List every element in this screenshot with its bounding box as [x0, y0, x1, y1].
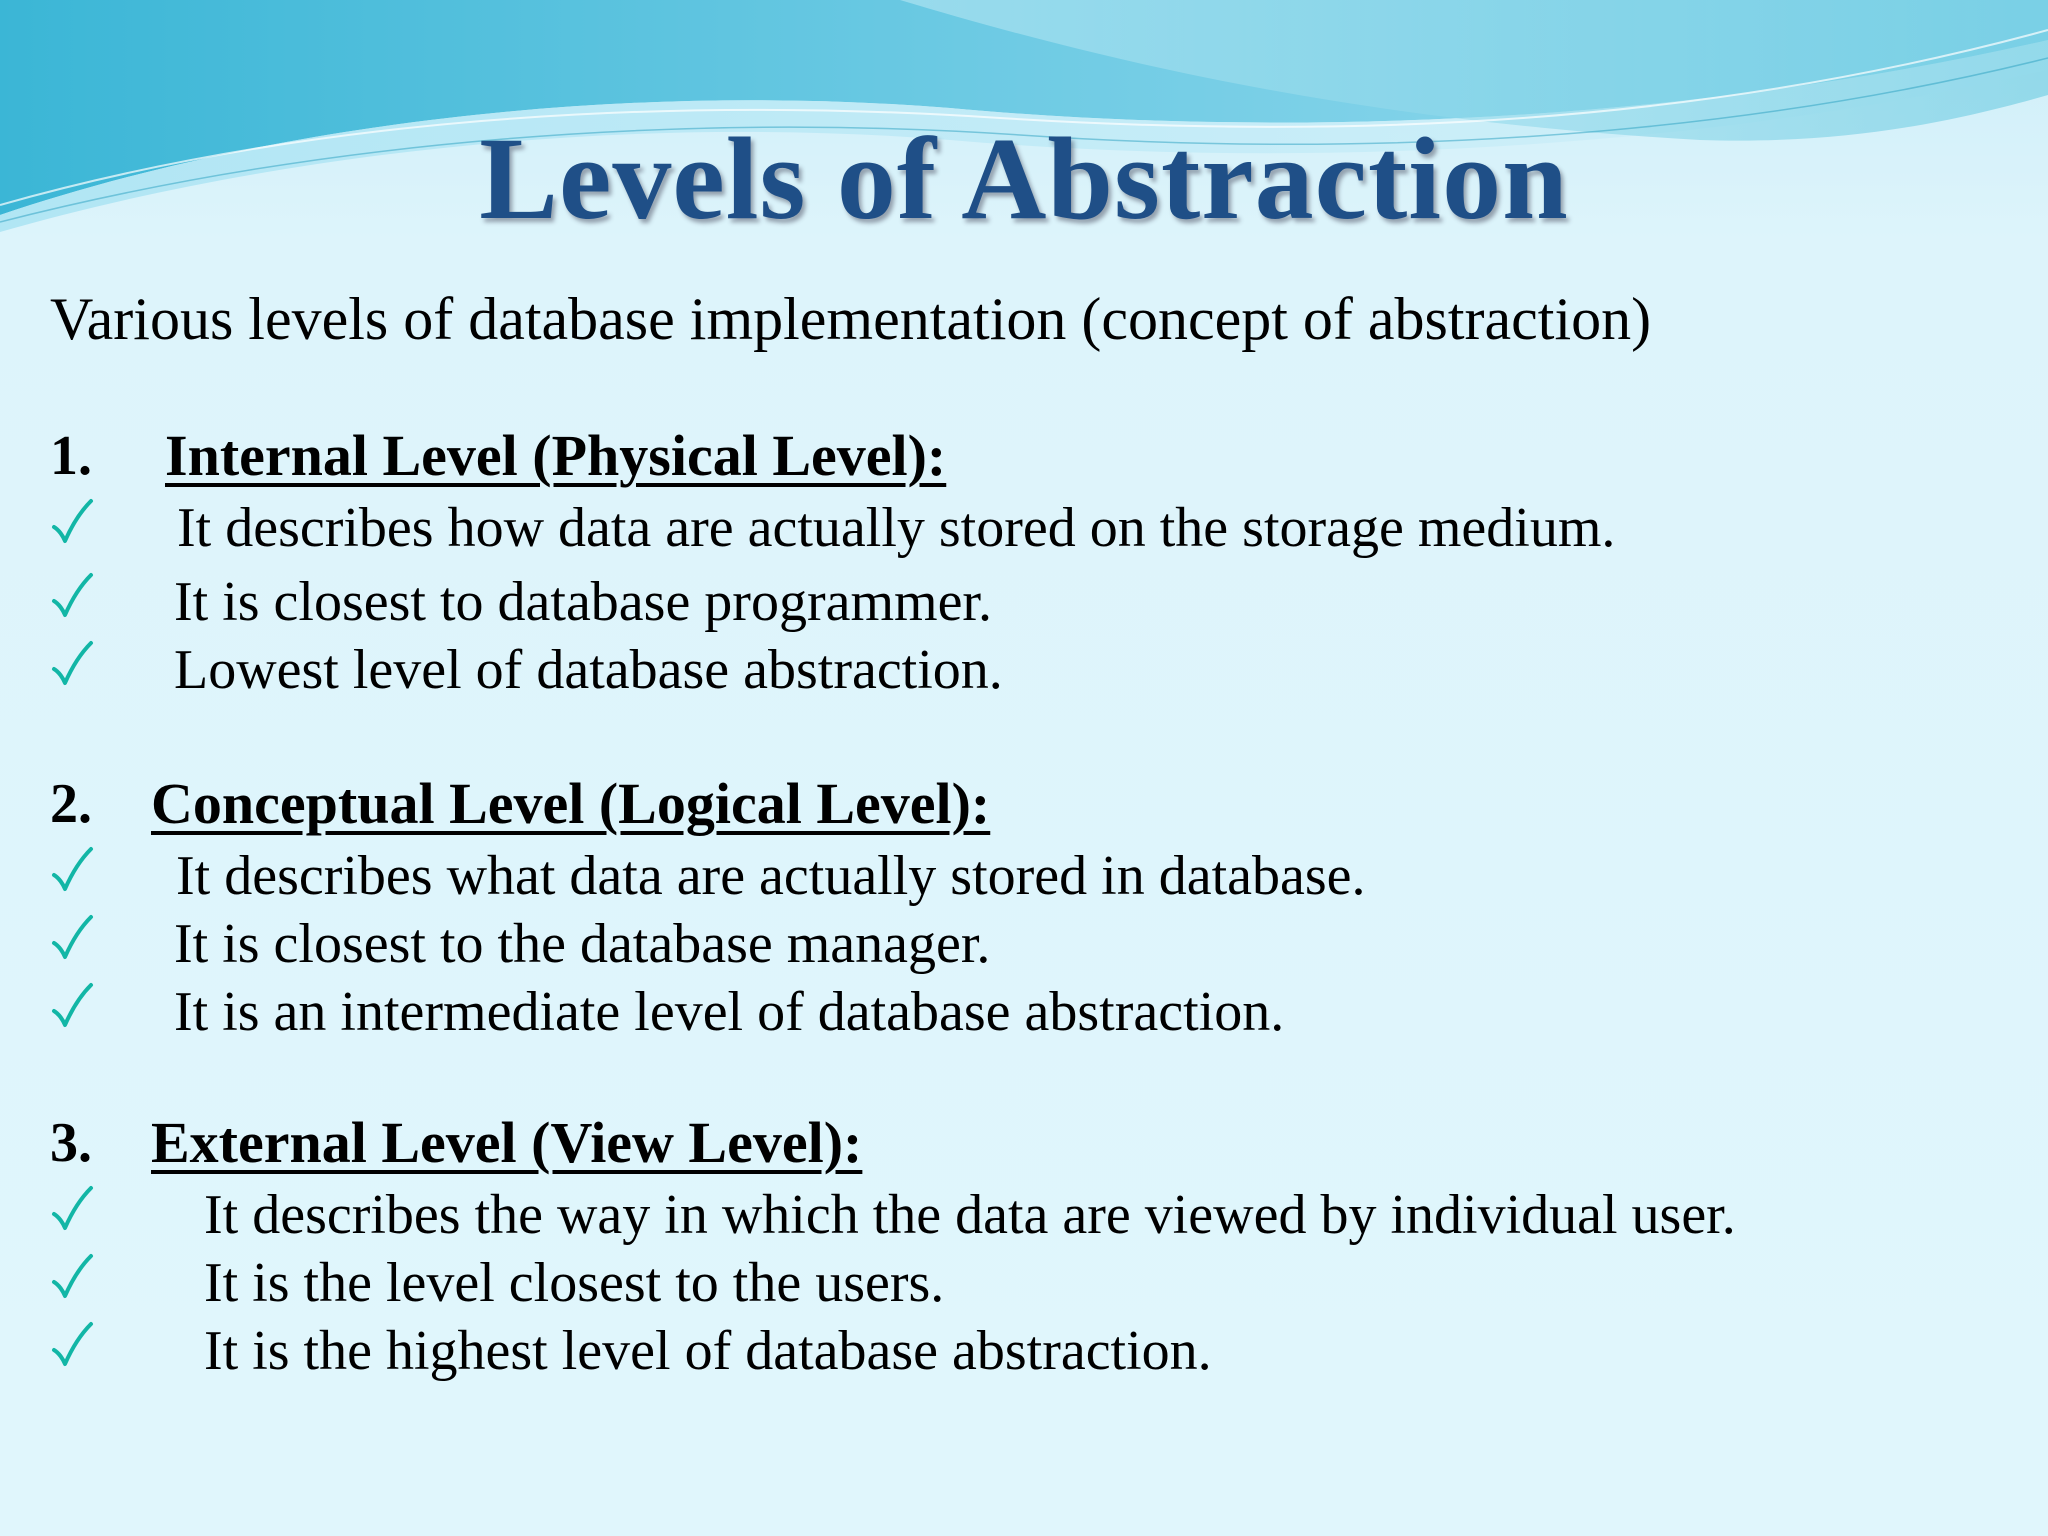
section-heading [50, 418, 2010, 494]
bullet-text: It is closest to database programmer. [174, 571, 992, 633]
list-item [50, 978, 2010, 1046]
bullet-text: It is closest to the database manager. [174, 913, 991, 975]
bullet-text: It describes the way in which the data are viewed by individual user. [204, 1184, 1736, 1246]
list-item [50, 1249, 2010, 1317]
list-item [50, 842, 2010, 910]
bullet-list [50, 494, 2010, 704]
section-heading-text: External Level (View Level): [151, 1110, 863, 1175]
bullet-text: It is the level closest to the users. [204, 1252, 945, 1314]
list-item [50, 1181, 2010, 1249]
checkmark-icon [50, 1181, 94, 1239]
checkmark-icon [50, 1317, 94, 1375]
section-number: 1. [50, 425, 92, 487]
list-item [50, 1317, 2010, 1385]
checkmark-icon [50, 494, 94, 552]
section-heading-text: Internal Level (Physical Level): [165, 423, 947, 488]
bullet-list [50, 1181, 2010, 1385]
slide-title: Levels of Abstraction [479, 113, 1569, 244]
bullet-text: It is the highest level of database abstraction. [204, 1320, 1212, 1382]
section-number: 2. [50, 773, 92, 835]
section-number: 3. [50, 1112, 92, 1174]
section-heading [50, 766, 2010, 842]
list-item [50, 568, 2010, 636]
checkmark-icon [50, 1249, 94, 1307]
bullet-text: Lowest level of database abstraction. [174, 639, 1003, 701]
section-external-level [50, 1105, 2010, 1385]
checkmark-icon [50, 978, 94, 1036]
checkmark-icon [50, 842, 94, 900]
checkmark-icon [50, 568, 94, 626]
section-heading [50, 1105, 2010, 1181]
bullet-text: It describes what data are actually stored in database. [176, 845, 1366, 907]
bullet-list [50, 842, 2010, 1046]
list-item [50, 494, 2010, 568]
list-item [50, 910, 2010, 978]
section-conceptual-level [50, 766, 2010, 1046]
checkmark-icon [50, 910, 94, 968]
section-internal-level [50, 418, 2010, 704]
list-item [50, 636, 2010, 704]
bullet-text: It describes how data are actually stored on the storage medium. [177, 497, 1616, 559]
intro-text: Various levels of database implementation (concept of abstraction) [50, 286, 1652, 352]
checkmark-icon [50, 636, 94, 694]
bullet-text: It is an intermediate level of database abstraction. [174, 981, 1285, 1043]
section-heading-text: Conceptual Level (Logical Level): [151, 771, 991, 836]
